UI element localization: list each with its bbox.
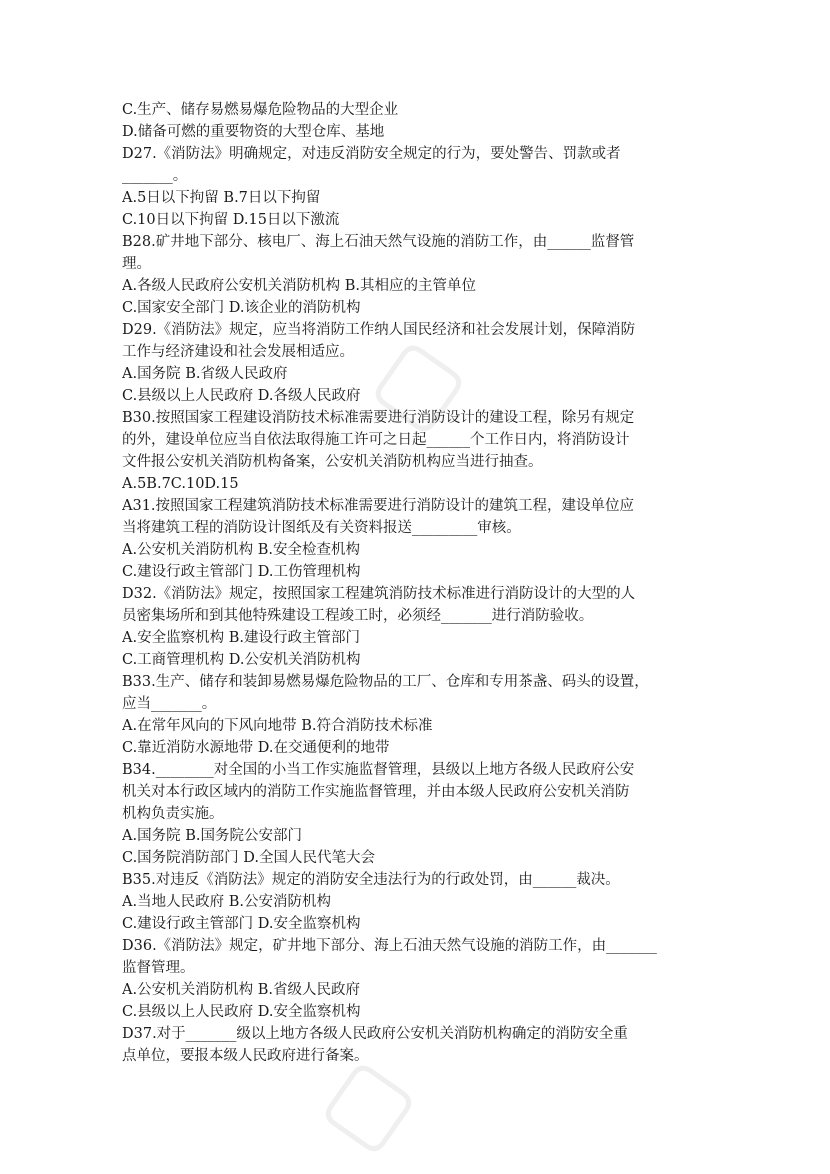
- text-line: A.安全监察机构 B.建设行政主管部门: [122, 630, 360, 646]
- text-line: C.工商管理机构 D.公安机关消防机构: [122, 652, 361, 668]
- text-line: A.5日以下拘留 B.7日以下拘留: [122, 190, 321, 206]
- text-line: D32.《消防法》规定，按照国家工程建筑消防技术标准进行消防设计的大型的人: [122, 586, 636, 602]
- text-line: C.国务院消防部门 D.全国人民代笔大会: [122, 850, 376, 866]
- text-line: 机关对本行政区域内的消防工作实施监督管理，并由本级人民政府公安机关消防: [122, 784, 630, 800]
- text-line: 工作与经济建设和社会发展相适应。: [122, 344, 354, 360]
- text-line: D27.《消防法》明确规定，对违反消防安全规定的行为，要处警告、罚款或者: [122, 146, 621, 162]
- text-line: 的外，建设单位应当自依法取得施工许可之日起______个工作日内，将消防设计: [122, 432, 630, 448]
- text-line: C.生产、储存易燃易爆危险物品的大型企业: [122, 102, 399, 118]
- text-line: D37.对于_______级以上地方各级人民政府公安机关消防机构确定的消防安全重: [122, 1026, 628, 1042]
- text-line: A31.按照国家工程建筑消防技术标准需要进行消防设计的建筑工程，建设单位应: [122, 498, 635, 514]
- text-line: A.当地人民政府 B.公安消防机构: [122, 894, 331, 910]
- text-line: D.储备可燃的重要物资的大型仓库、基地: [122, 124, 385, 140]
- text-line: A.国务院 B.省级人民政府: [122, 366, 288, 382]
- text-line: D36.《消防法》规定，矿井地下部分、海上石油天然气设施的消防工作，由_______: [122, 938, 657, 954]
- text-line: C.10日以下拘留 D.15日以下激流: [122, 212, 340, 228]
- text-line: C.靠近消防水源地带 D.在交通便利的地带: [122, 740, 390, 756]
- text-line: 当将建筑工程的消防设计图纸及有关资料报送_________审核。: [122, 520, 521, 536]
- text-line: 点单位，要报本级人民政府进行备案。: [122, 1048, 369, 1064]
- text-line: C.建设行政主管部门 D.安全监察机构: [122, 916, 361, 932]
- text-line: C.县级以上人民政府 D.安全监察机构: [122, 1004, 361, 1020]
- text-line: A.公安机关消防机构 B.安全检查机构: [122, 542, 360, 558]
- text-line: 理。: [122, 256, 151, 272]
- document-page: [122, 99, 712, 1067]
- text-line: A.各级人民政府公安机关消防机构 B.其相应的主管单位: [122, 278, 476, 294]
- text-line: C.国家安全部门 D.该企业的消防机构: [122, 300, 361, 316]
- text-line: B34.________对全国的小当工作实施监督管理，县级以上地方各级人民政府公安: [122, 762, 635, 778]
- text-line: B28.矿井地下部分、核电厂、海上石油天然气设施的消防工作，由______监督管: [122, 234, 635, 250]
- text-line: A.公安机关消防机构 B.省级人民政府: [122, 982, 360, 998]
- text-line: D29.《消防法》规定，应当将消防工作纳人国民经济和社会发展计划，保障消防: [122, 322, 636, 338]
- text-line: C.建设行政主管部门 D.工伤管理机构: [122, 564, 361, 580]
- text-line: 员密集场所和到其他特殊建设工程竣工时，必须经_______进行消防验收。: [122, 608, 594, 624]
- text-line: 应当_______。: [122, 696, 217, 712]
- watermark-mark-2: ▢: [307, 1035, 438, 1170]
- text-line: 机构负责实施。: [122, 806, 224, 822]
- text-line: B33.生产、储存和装卸易燃易爆危险物品的工厂、仓库和专用茶盏、码头的设置，: [122, 674, 649, 690]
- text-line: A.国务院 B.国务院公安部门: [122, 828, 302, 844]
- text-line: C.县级以上人民政府 D.各级人民政府: [122, 388, 361, 404]
- watermark-mark-1: ▢: [357, 315, 488, 450]
- text-line: A.在常年风向的下风向地带 B.符合消防技术标准: [122, 718, 433, 734]
- text-line: B30.按照国家工程建设消防技术标准需要进行消防设计的建设工程，除另有规定: [122, 410, 635, 426]
- text-line: 文件报公安机关消防机构备案，公安机关消防机构应当进行抽查。: [122, 454, 543, 470]
- text-line: B35.对违反《消防法》规定的消防安全违法行为的行政处罚，由______裁决。: [122, 872, 620, 888]
- text-line: _______。: [122, 168, 188, 184]
- text-line: A.5B.7C.10D.15: [122, 476, 239, 492]
- text-line: 监督管理。: [122, 960, 195, 976]
